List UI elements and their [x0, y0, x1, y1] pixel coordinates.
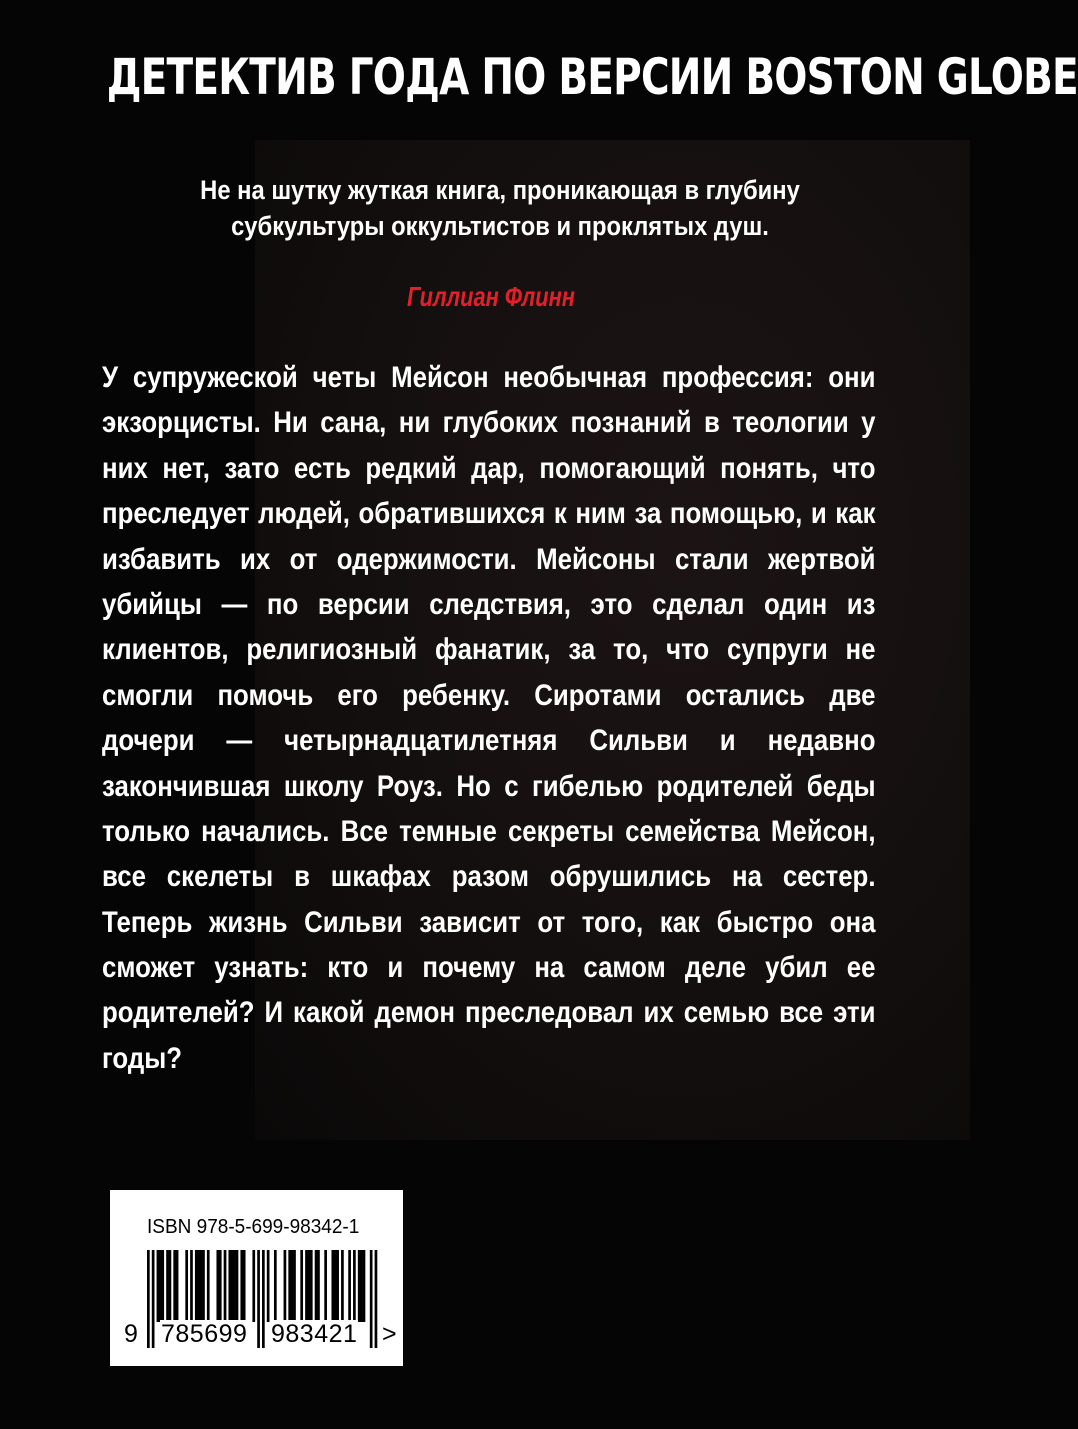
barcode-bar — [252, 1250, 255, 1322]
barcode-bar — [317, 1250, 320, 1322]
barcode-bar — [358, 1250, 361, 1322]
barcode-bar — [310, 1250, 313, 1322]
barcode-bar — [243, 1250, 246, 1322]
description-line: преследует людей, обратившихся к ним за помощью, и как — [102, 497, 876, 531]
barcode-bar — [353, 1250, 356, 1322]
barcode-bar — [336, 1250, 339, 1322]
description-line: годы? — [102, 1041, 183, 1075]
description-line: клиентов, религиозный фанатик, за то, что супруги не — [102, 633, 876, 667]
barcode-bar — [291, 1250, 294, 1322]
barcode-bar — [159, 1250, 162, 1322]
book-description — [102, 355, 876, 1081]
barcode-bar — [334, 1250, 337, 1322]
review-quote — [183, 172, 817, 244]
barcode-digits-right: 983421 — [271, 1320, 358, 1348]
barcode-bar — [331, 1250, 334, 1322]
barcode-bar — [305, 1250, 308, 1322]
description-line: них нет, зато есть редкий дар, помогающий понять, что — [102, 451, 876, 485]
description-line: экзорцисты. Ни сана, ни глубоких познаний в теологии у — [102, 406, 876, 440]
description-line: У супружеской четы Мейсон необычная профессия: они — [102, 361, 876, 394]
barcode-bar — [257, 1250, 260, 1348]
description-line: Теперь жизнь Сильви зависит от того, как быстро она — [102, 905, 876, 939]
barcode-bar — [370, 1250, 373, 1348]
barcode-bar — [315, 1250, 318, 1322]
barcode-bar — [152, 1250, 155, 1348]
barcode-bar — [195, 1250, 198, 1322]
barcode-bar — [236, 1250, 239, 1322]
isbn-label: ISBN 978-5-699-98342-1 — [147, 1216, 360, 1238]
isbn-barcode — [110, 1190, 403, 1366]
barcode-bar — [267, 1250, 270, 1322]
barcode-bar — [169, 1250, 172, 1322]
description-line: закончившая школу Роуз. Но с гибелью родителей беды — [102, 769, 876, 803]
barcode-bar — [161, 1250, 164, 1322]
barcode-bar — [231, 1250, 234, 1322]
barcode-bar — [324, 1250, 327, 1322]
barcode-bar — [207, 1250, 210, 1322]
barcode-bar — [216, 1250, 219, 1322]
barcode-bar — [176, 1250, 179, 1322]
barcode-bar — [363, 1250, 366, 1322]
barcode-bar — [224, 1250, 227, 1322]
barcode-bar — [219, 1250, 222, 1322]
description-line: только начались. Все темные секреты семейства Мейсон, — [102, 814, 876, 848]
barcode-digits-left: 785699 — [161, 1320, 248, 1348]
barcode-bar — [240, 1250, 243, 1322]
barcode-bar — [308, 1250, 311, 1322]
barcode-bar — [300, 1250, 303, 1322]
barcode-bar — [200, 1250, 203, 1322]
description-line: убийцы — по версии следствия, это сделал один из — [102, 587, 876, 621]
barcode-bar — [284, 1250, 287, 1322]
barcode-bar — [197, 1250, 200, 1322]
barcode-bar — [262, 1250, 265, 1348]
barcode-bar — [341, 1250, 344, 1322]
quote-line: Не на шутку жуткая книга, проникающая в глубину — [200, 175, 800, 205]
quote-line: субкультуры оккультистов и проклятых душ. — [231, 211, 769, 241]
quote-author: Гиллиан Флинн — [407, 281, 575, 312]
barcode-bar — [228, 1250, 231, 1322]
barcode-bar — [190, 1250, 193, 1322]
description-line: все скелеты в шкафах разом обрушились на сестер. — [102, 860, 876, 894]
description-line: родителей? И какой демон преследовал их семью все эти — [102, 996, 876, 1030]
barcode-bar — [147, 1250, 150, 1348]
barcode-bar — [288, 1250, 291, 1322]
barcode-bar — [166, 1250, 169, 1322]
barcode-arrow: > — [382, 1320, 397, 1348]
description-line: избавить их от одержимости. Мейсоны стали жертвой — [102, 542, 876, 576]
barcode-bar — [185, 1250, 188, 1322]
barcode-bar — [173, 1250, 176, 1322]
barcode-bar — [233, 1250, 236, 1322]
barcode-bar — [348, 1250, 351, 1322]
description-line: смогли помочь его ребенку. Сиротами остались две — [102, 678, 876, 712]
barcode-first-digit: 9 — [124, 1320, 138, 1348]
barcode-bar — [293, 1250, 296, 1322]
barcode-bar — [274, 1250, 277, 1322]
barcode-bar — [375, 1250, 378, 1348]
barcode-bar — [157, 1250, 160, 1322]
barcode-bar — [360, 1250, 363, 1322]
description-line: дочери — четырнадцатилетняя Сильви и недавно — [102, 724, 876, 758]
description-line: сможет узнать: кто и почему на самом деле убил ее — [102, 951, 876, 985]
headline: ДЕТЕКТИВ ГОДА ПО ВЕРСИИ BOSTON GLOBE — [106, 48, 1078, 106]
barcode-bar — [202, 1250, 205, 1322]
